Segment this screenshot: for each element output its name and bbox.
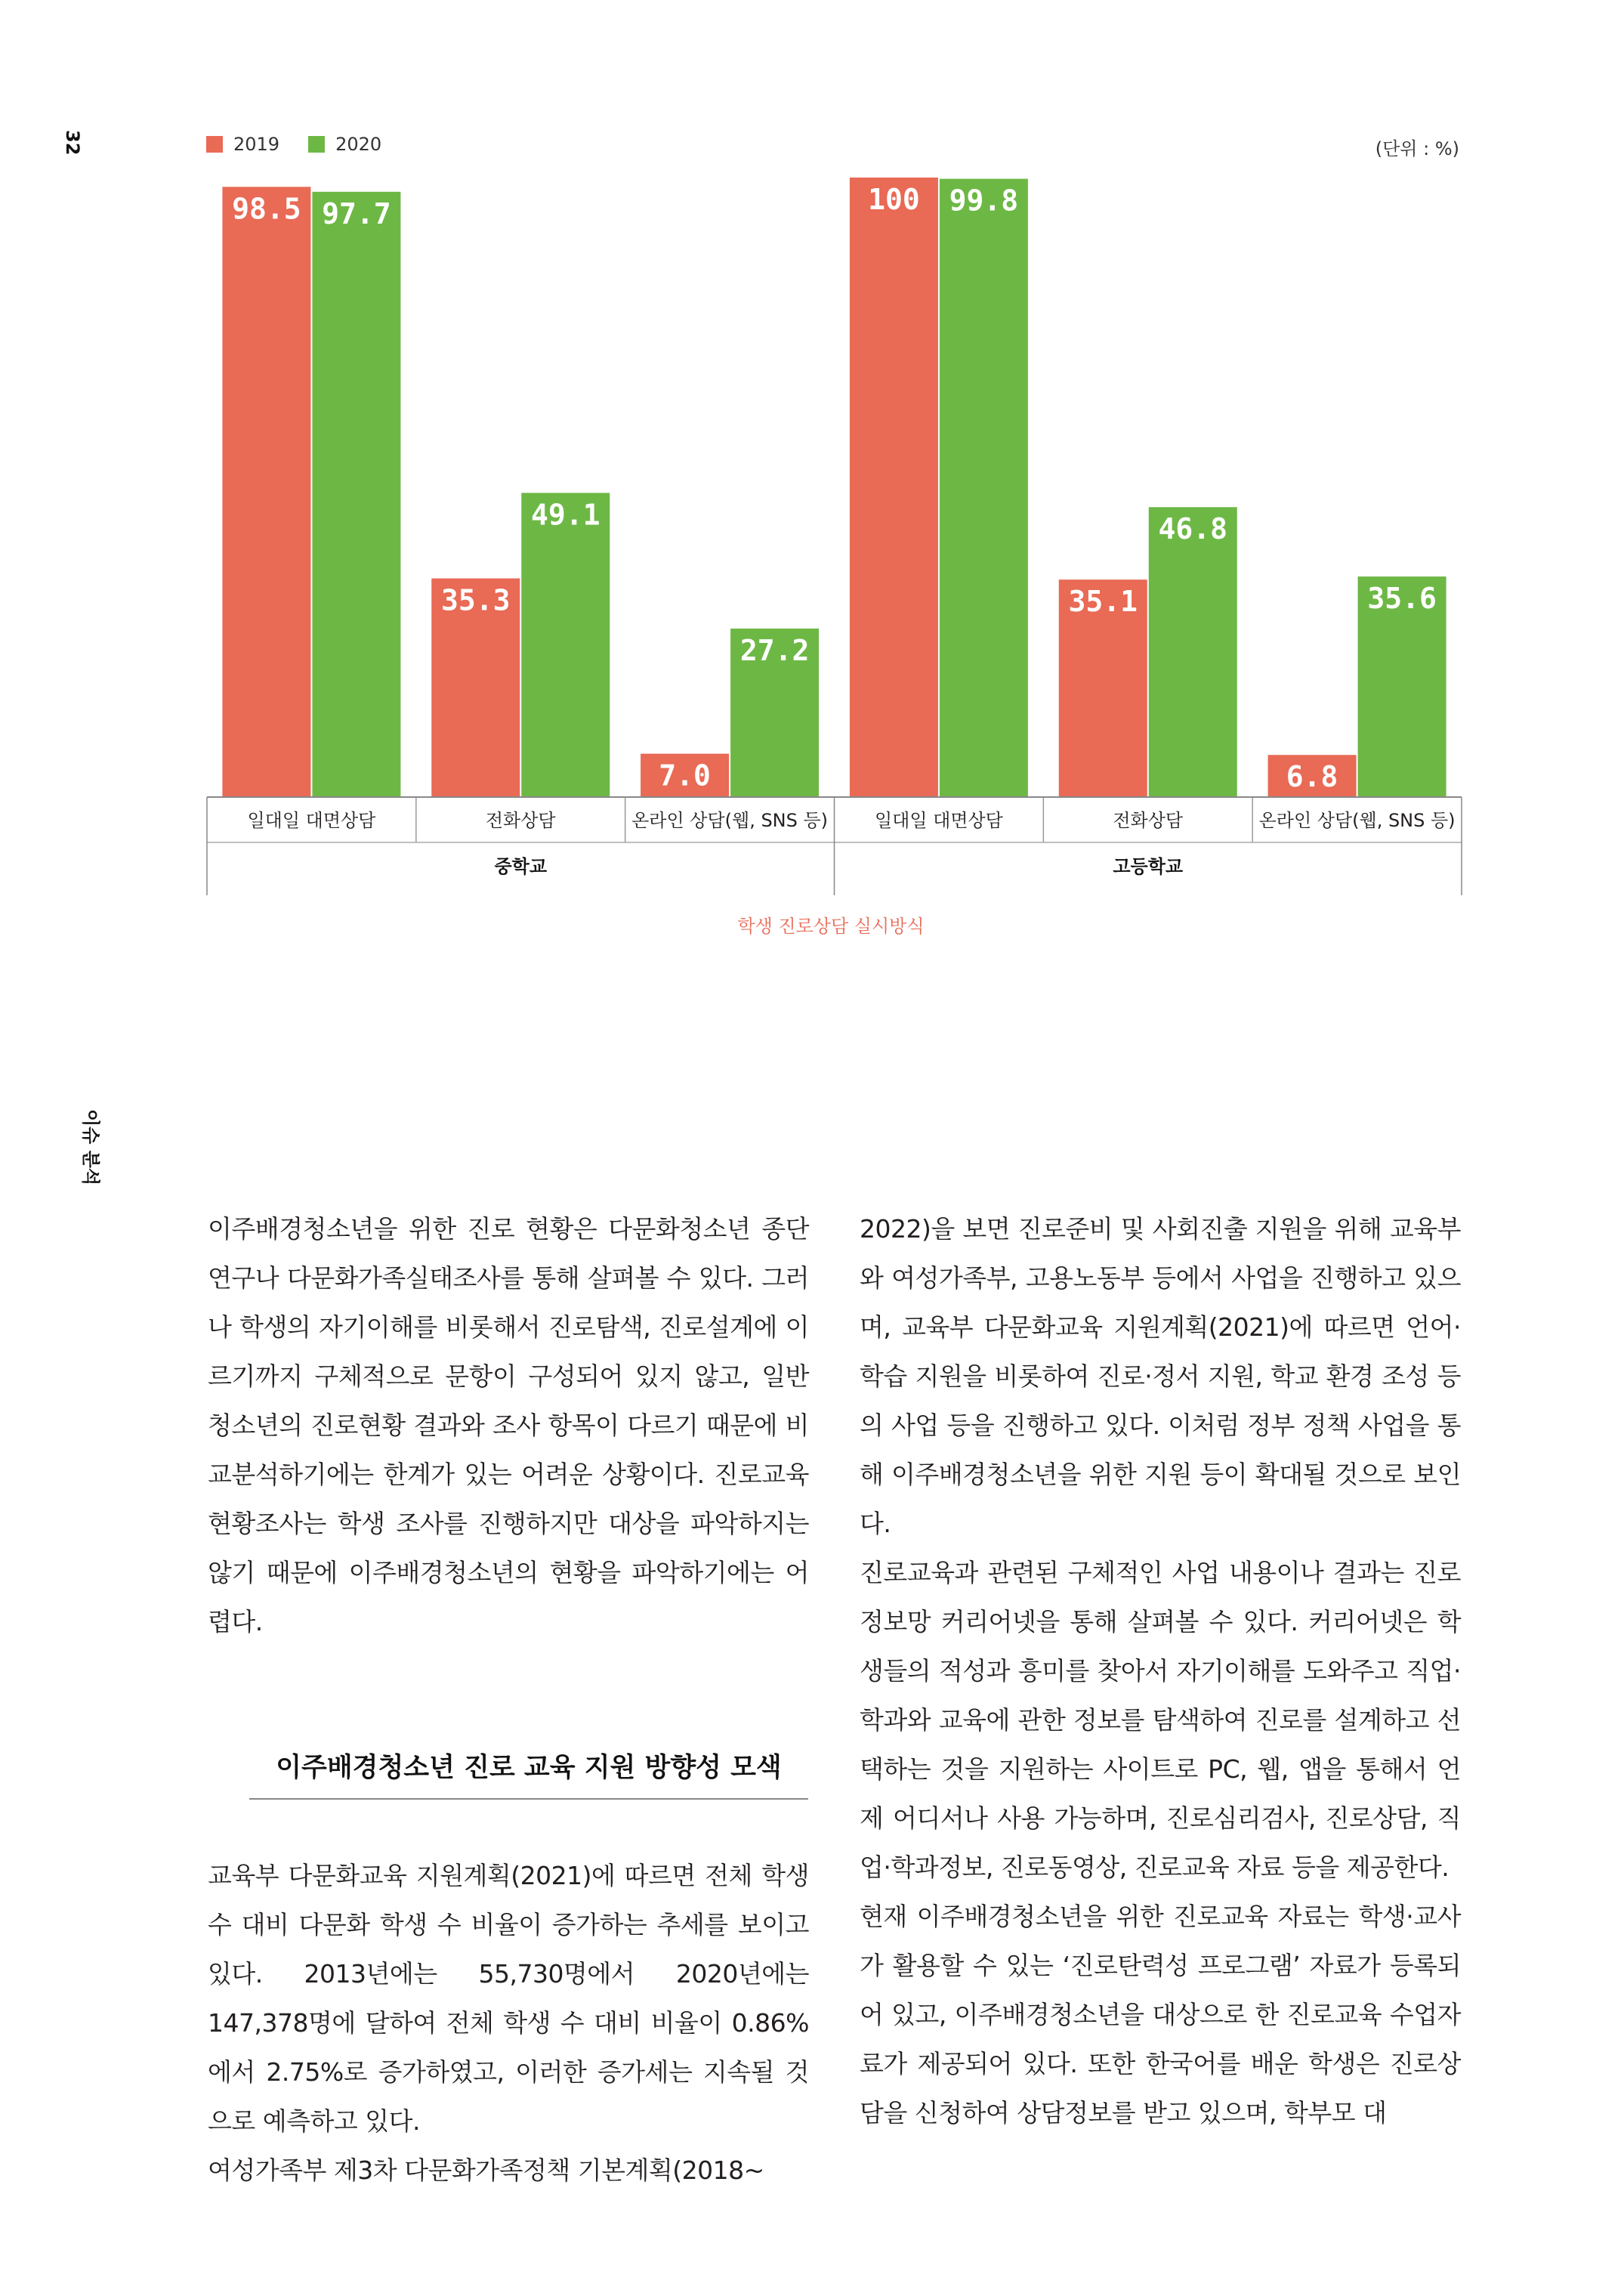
bar-2019-0 [222, 187, 310, 797]
right-paragraph-3: 현재 이주배경청소년을 위한 진로교육 자료는 학생·교사가 활용할 수 있는 ‘진로탄력성 프로그램’ 자료가 등록되어 있고, 이주배경청소년을 대상으로 한 진로교육 수업자료가 제공되어 있다. 또한 한국어를 배운 학생은 진로상담을 신청하여 상담정보를 받고 있으며, 학부모 대 [860, 1902, 1461, 2128]
group-label-1: 고등학교 [1113, 856, 1184, 877]
category-label-4: 전화상담 [1113, 810, 1184, 831]
bar-2020-1 [521, 493, 610, 797]
data-label-2019-5: 6.8 [1286, 760, 1338, 794]
data-label-2020-3: 99.8 [949, 184, 1019, 218]
left-paragraph-3: 여성가족부 제3차 다문화가족정책 기본계획(2018~ [208, 2155, 764, 2185]
page-number: 32 [62, 130, 83, 156]
left-column-lower [208, 1851, 809, 2195]
right-column [860, 1204, 1461, 2137]
bar-chart [0, 0, 1624, 937]
category-label-1: 전화상담 [485, 810, 556, 831]
bar-2020-3 [940, 179, 1028, 797]
right-paragraph-1: 2022)을 보면 진로준비 및 사회진출 지원을 위해 교육부와 여성가족부, 고용노동부 등에서 사업을 진행하고 있으며, 교육부 다문화교육 지원계획(2021)에 따르면 언어·학습 지원을 비롯하여 진로·정서 지원, 학교 환경 조성 등의 사업 등을 진행하고 있다. 이처럼 정부 정책 사업을 통해 이주배경청소년을 위한 지원 등이 확대될 것으로 보인다. [860, 1214, 1461, 1538]
bar-2020-4 [1149, 507, 1237, 797]
data-label-2020-0: 97.7 [322, 196, 391, 230]
data-label-2020-5: 35.6 [1367, 582, 1437, 616]
bar-2020-0 [312, 192, 400, 797]
group-label-0: 중학교 [494, 856, 548, 877]
right-paragraph-2: 진로교육과 관련된 구체적인 사업 내용이나 결과는 진로정보망 커리어넷을 통해 살펴볼 수 있다. 커리어넷은 학생들의 적성과 흥미를 찾아서 자기이해를 도와주고 직업·학과와 교육에 관한 정보를 탐색하여 진로를 설계하고 선택하는 것을 지원하는 사이트로 PC, 웹, 앱을 통해서 언제 어디서나 사용 가능하며, 진로심리검사, 진로상담, 직업·학과정보, 진로동영상, 진로교육 자료 등을 제공한다. [860, 1558, 1461, 1882]
chart-caption: 학생 진로상담 실시방식 [737, 916, 925, 937]
data-label-2019-1: 35.3 [440, 583, 511, 617]
legend-label-2019: 2019 [233, 134, 280, 155]
section-heading: 이주배경청소년 진로 교육 지원 방향성 모색 [249, 1747, 808, 1800]
data-label-2020-4: 46.8 [1158, 512, 1228, 546]
unit-label: (단위 : %) [1375, 138, 1459, 159]
data-label-2019-2: 7.0 [659, 759, 711, 793]
category-label-2: 온라인 상담(웹, SNS 등) [631, 810, 829, 831]
category-label-0: 일대일 대면상담 [247, 810, 376, 831]
data-label-2020-2: 27.2 [739, 633, 810, 667]
section-side-label: 이슈 분석 [80, 1109, 101, 1186]
category-label-3: 일대일 대면상담 [874, 810, 1003, 831]
data-label-2019-4: 35.1 [1068, 585, 1138, 619]
bar-2019-3 [850, 178, 938, 797]
section-heading-block [249, 1747, 808, 1800]
left-column [208, 1204, 809, 1646]
data-label-2019-0: 98.5 [232, 192, 301, 226]
legend-label-2020: 2020 [335, 134, 382, 155]
left-paragraph-2: 교육부 다문화교육 지원계획(2021)에 따르면 전체 학생 수 대비 다문화 학생 수 비율이 증가하는 추세를 보이고 있다. 2013년에는 55,730명에서 2020년에는 147,378명에 달하여 전체 학생 수 대비 비율이 0.86%에서 2.75%로 증가하였고, 이러한 증가세는 지속될 것으로 예측하고 있다. [208, 1861, 809, 2136]
data-label-2020-1: 49.1 [530, 498, 601, 532]
data-label-2019-3: 100 [868, 183, 920, 216]
left-paragraph-1: 이주배경청소년을 위한 진로 현황은 다문화청소년 종단연구나 다문화가족실태조사를 통해 살펴볼 수 있다. 그러나 학생의 자기이해를 비롯해서 진로탐색, 진로설계에 이르기까지 구체적으로 문항이 구성되어 있지 않고, 일반 청소년의 진로현황 결과와 조사 항목이 다르기 때문에 비교분석하기에는 한계가 있는 어려운 상황이다. 진로교육 현황조사는 학생 조사를 진행하지만 대상을 파악하지는 않기 때문에 이주배경청소년의 현황을 파악하기에는 어렵다. [208, 1214, 809, 1636]
category-label-5: 온라인 상담(웹, SNS 등) [1258, 810, 1456, 831]
